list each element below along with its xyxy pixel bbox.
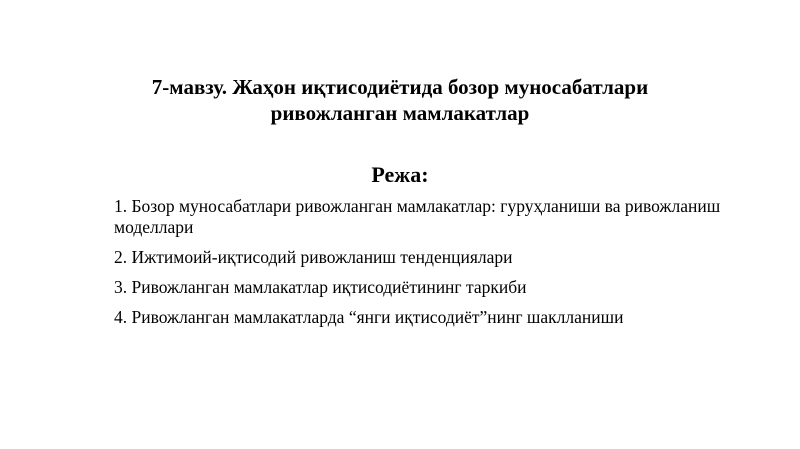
plan-item-4: 4. Ривожланган мамлакатларда “янги иқтисодиёт”нинг шаклланиши — [114, 307, 624, 327]
title-line-2: ривожланган мамлакатлар — [270, 101, 530, 125]
title-line-1: 7-мавзу. Жаҳон иқтисодиётида бозор муносабатлари — [151, 75, 649, 99]
plan-list — [114, 196, 754, 337]
plan-item-3: 3. Ривожланган мамлакатлар иқтисодиётининг таркиби — [114, 277, 527, 297]
plan-item-2: 2. Ижтимоий-иқтисодий ривожланиш тенденциялари — [114, 247, 513, 267]
plan-heading: Режа: — [371, 162, 429, 187]
slide-title — [60, 74, 740, 126]
plan-item-1: 1. Бозор муносабатлари ривожланган мамлакатлар: гуруҳланиши ва ривожланиш моделлари — [114, 196, 721, 237]
